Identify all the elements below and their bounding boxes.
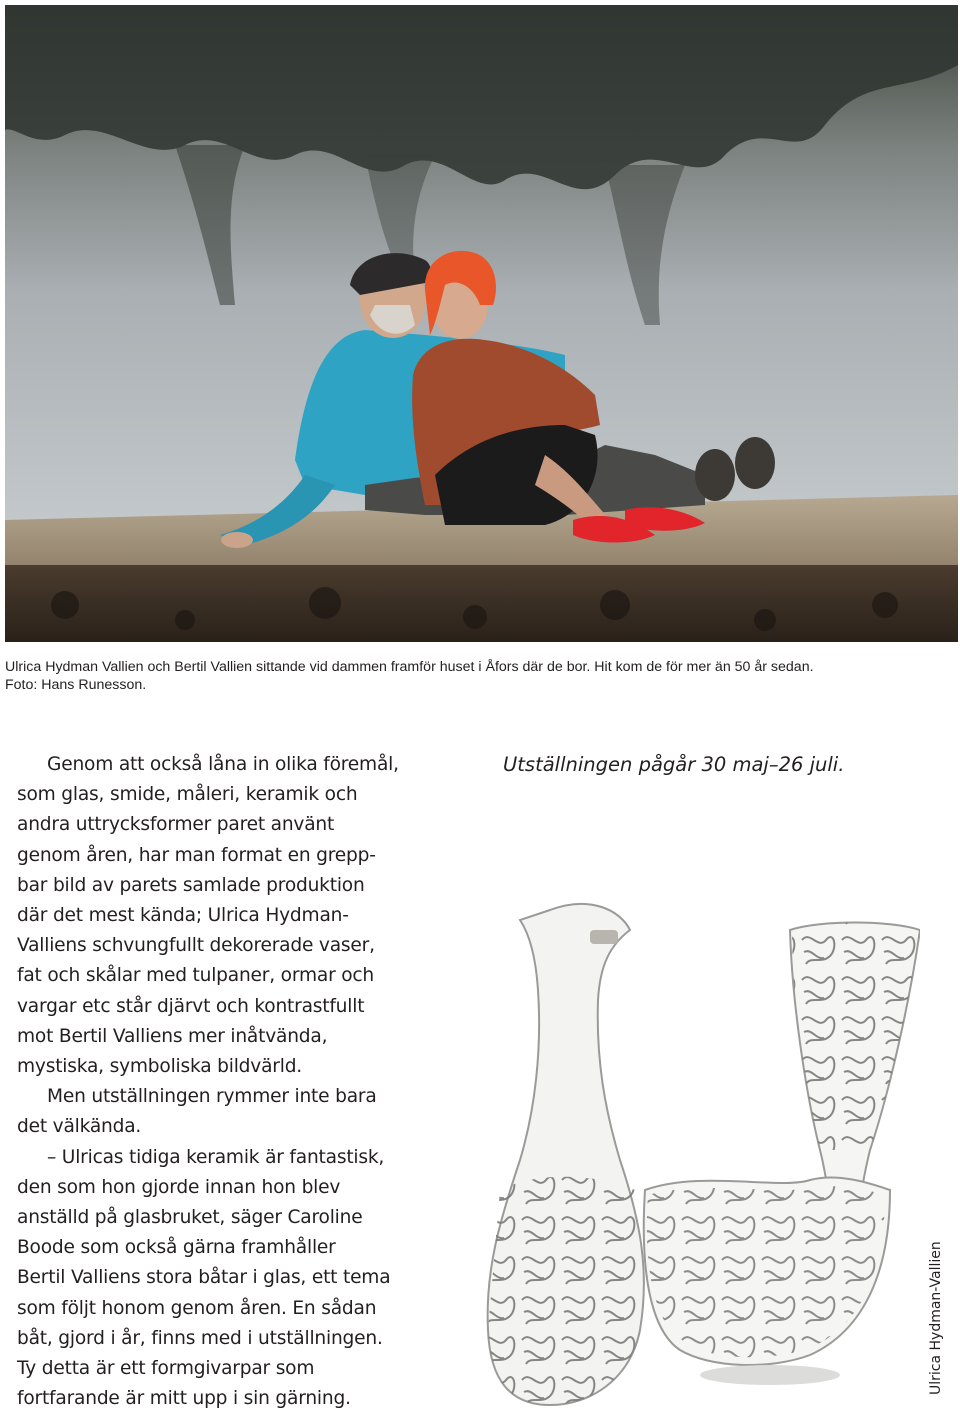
article-paragraph: – Ulricas tidiga keramik är fantastisk, den som hon gjorde innan hon blev anställd på glasbruket, säger Caroline Boode som också gärna framhåller Bertil Valliens stora båtar i glas, ett tema som följt honom genom åren. En sådan båt, gjord i år, finns med i utställningen. Ty detta är ett formgivarpar som fortfarande är mitt upp i sin gärning. [17,1146,391,1410]
glass-vases-photo [480,890,920,1410]
photo-credit: Foto: Hans Runesson. [5,677,147,693]
exhibition-dates: Utställningen pågår 30 maj–26 juli. [503,753,845,776]
photo-caption [5,658,955,694]
couple-by-pond-photo [5,5,958,642]
article-paragraph: Men utställningen rymmer inte bara det välkända. [17,1086,377,1138]
caption-line: Ulrica Hydman Vallien och Bertil Vallien sittande vid dammen framför huset i Åfors där de bor. Hit kom de för mer än 50 år sedan. [5,659,814,675]
article-body [17,750,462,1414]
article-paragraph: Genom att också låna in olika föremål, som glas, smide, måleri, keramik och andra uttrycksformer paret använt genom åren, har man format en grepp- bar bild av parets samlade produktion där det mest kända; Ulrica Hydman- Valliens schvungfullt dekorerade vaser, fat och skålar med tulpaner, ormar och vargar etc står djärvt och kontrastfullt mot Bertil Valliens mer inåtvända, mystiska, symboliska bildvärld. [17,754,399,1078]
glass-photo-credit: Ulrica Hydman-Vallien [928,1241,944,1395]
